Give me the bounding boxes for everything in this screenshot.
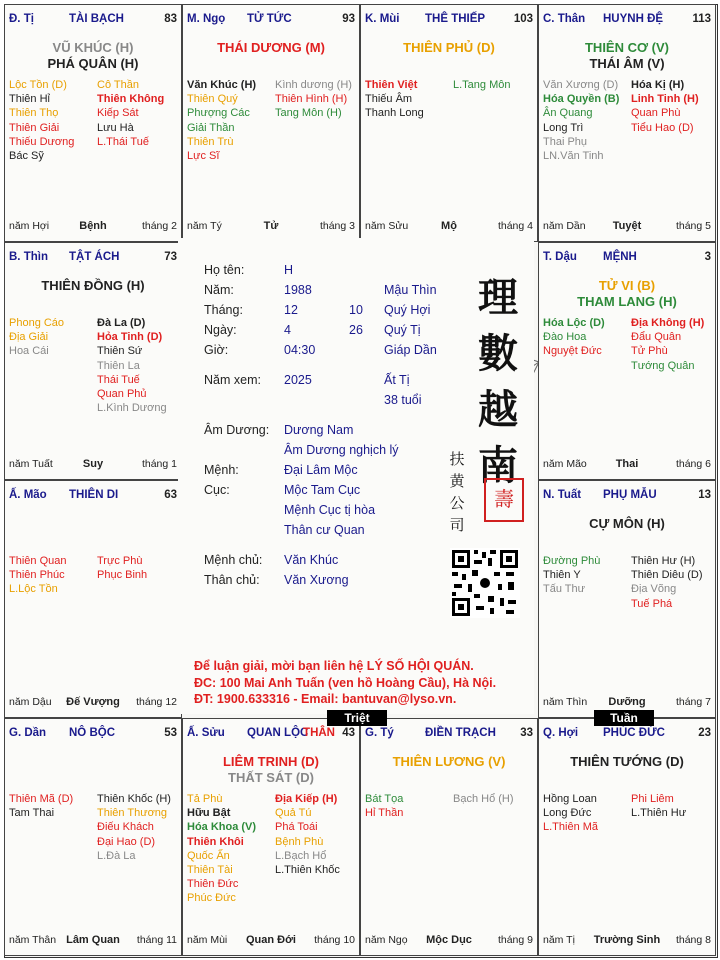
view-year-can: Ất Tị <box>384 373 410 387</box>
star-item: Hỏa Tinh (D) <box>97 331 163 344</box>
view-year-value: 2025 <box>284 373 312 387</box>
star-item: L.Thiên Hư <box>631 807 687 820</box>
footer-stage: Dưỡng <box>608 696 646 708</box>
star-item: Tuế Phá <box>631 597 673 610</box>
palace-footer <box>9 696 177 709</box>
left-stars <box>187 78 273 163</box>
palace-footer <box>543 696 711 709</box>
footer-stage: Tử <box>263 220 279 232</box>
palace-name: HUYNH ĐỆ <box>603 13 664 25</box>
footer-year: năm Hợi <box>9 220 50 232</box>
star-item: Thiên Tài <box>187 864 233 877</box>
palace-branch: B. Thìn <box>9 251 48 263</box>
star-item: LN.Văn Tinh <box>543 150 604 163</box>
palace-header <box>9 13 177 27</box>
star-item: Kình dương (H) <box>275 79 352 91</box>
star-item: Hoa Cái <box>9 345 49 358</box>
menhchu-value: Văn Khúc <box>284 553 339 567</box>
palace-footer <box>365 934 533 947</box>
star-item: Địa Kiếp (H) <box>275 793 338 805</box>
day-lunar: 26 <box>349 323 363 337</box>
qr-code-icon[interactable] <box>450 548 520 618</box>
menh-label: Mệnh: <box>204 463 239 477</box>
month-lunar: 10 <box>349 303 363 317</box>
palace-footer <box>365 220 533 233</box>
left-stars <box>365 78 451 121</box>
star-item: Thiên Việt <box>365 79 418 91</box>
cuc-note-2: Thân cư Quan <box>284 523 365 537</box>
palace-number: 43 <box>342 727 355 739</box>
palace-number: 13 <box>698 489 711 501</box>
footer-year: năm Dậu <box>9 696 52 708</box>
star-item: Thai Phụ <box>543 135 588 148</box>
main-star: THAM LANG (H) <box>577 294 677 309</box>
view-year-label: Năm xem: <box>204 373 261 387</box>
brand-small-text: 扶 黄 公 司 <box>449 450 465 534</box>
star-item: Nguyệt Đức <box>543 345 602 358</box>
footer-year: năm Tý <box>187 220 222 232</box>
palace-extra: THÂN <box>303 727 335 739</box>
palace-name: TỬ TỨC <box>247 13 292 25</box>
star-item: Thiên Khôi <box>187 835 244 848</box>
footer-month: tháng 11 <box>136 934 177 946</box>
right-stars <box>275 792 360 877</box>
palace-header <box>187 727 355 741</box>
main-star: PHÁ QUÂN (H) <box>47 56 139 71</box>
star-item: Long Trì <box>543 121 584 134</box>
star-item: Hóa Lộc (D) <box>543 317 605 329</box>
right-stars <box>97 316 182 415</box>
footer-month: tháng 12 <box>136 696 177 708</box>
right-stars <box>631 316 716 373</box>
star-item: Thiên Hư (H) <box>631 555 696 567</box>
star-item: Kiếp Sát <box>97 107 139 120</box>
palace-header <box>543 727 711 741</box>
palace-branch: Ấ. Sửu <box>187 727 225 739</box>
star-item: Thiên Thương <box>97 807 168 820</box>
star-item: Thiên Phúc <box>9 569 65 582</box>
star-item: Địa Võng <box>631 583 677 596</box>
right-stars <box>97 78 182 149</box>
main-star: THIÊN TƯỚNG (D) <box>570 754 684 769</box>
footer-stage: Tuyệt <box>612 220 642 232</box>
left-stars <box>9 316 95 359</box>
year-label: Năm: <box>204 283 234 297</box>
star-item: Phúc Đức <box>187 892 236 905</box>
footer-month: tháng 5 <box>675 220 711 232</box>
footer-month: tháng 8 <box>675 934 711 946</box>
footer-stage: Suy <box>82 458 104 470</box>
footer-month: tháng 1 <box>141 458 177 470</box>
star-item: Thiên Giải <box>9 121 60 134</box>
star-item: L.Lộc Tồn <box>9 583 58 596</box>
palace-branch: Q. Hợi <box>543 727 579 739</box>
star-item: Tử Phù <box>631 345 668 358</box>
star-item: Hỉ Thần <box>365 807 404 820</box>
left-stars <box>9 78 95 163</box>
thanchu-value: Văn Xương <box>284 573 349 587</box>
hour-label: Giờ: <box>204 343 229 357</box>
star-item: Quan Phủ <box>97 388 147 401</box>
contact-line-1: Để luận giải, mời bạn liên hệ LÝ SỐ HỘI QUÁN. <box>194 659 474 673</box>
star-item: Hữu Bật <box>187 807 231 820</box>
main-star: THÁI ÂM (V) <box>589 56 665 71</box>
star-item: Long Đức <box>543 807 592 820</box>
star-item: Hóa Kị (H) <box>631 79 685 91</box>
brand-calligraphy <box>468 270 528 494</box>
footer-stage: Đế Vượng <box>66 696 120 708</box>
main-star: VŨ KHÚC (H) <box>52 40 134 55</box>
star-item: Bệnh Phù <box>275 835 324 848</box>
left-stars <box>543 554 629 597</box>
footer-month: tháng 9 <box>497 934 533 946</box>
right-stars <box>97 792 182 863</box>
star-item: Bát Tọa <box>365 793 404 805</box>
star-item: Tam Thai <box>9 807 55 820</box>
star-item: Phượng Các <box>187 107 250 120</box>
palace-branch: T. Dậu <box>543 251 577 263</box>
star-item: Đại Hao (D) <box>97 835 156 848</box>
brand-char-4: 南 <box>478 442 518 489</box>
brand-char-1: 理 <box>478 274 518 321</box>
palace-number: 33 <box>520 727 533 739</box>
palace-header <box>543 13 711 27</box>
footer-year: năm Tị <box>543 934 575 946</box>
star-item: Quan Phù <box>631 107 681 120</box>
left-stars <box>187 792 273 906</box>
palace-branch: C. Thân <box>543 13 586 25</box>
star-item: Phi Liêm <box>631 793 674 805</box>
star-item: Thiên Không <box>97 93 165 106</box>
right-stars <box>631 554 716 611</box>
palace-hoi[interactable] <box>538 718 716 956</box>
palace-number: 73 <box>164 251 177 263</box>
star-item: Thiên Hỉ <box>9 93 50 106</box>
cuc-label: Cục: <box>204 483 230 497</box>
day-can: Quý Tị <box>384 323 421 337</box>
amduong-label: Âm Dương: <box>204 423 270 437</box>
star-item: Bạch Hổ (H) <box>453 793 514 805</box>
star-item: Thiên Y <box>543 569 581 582</box>
menh-value: Đại Lâm Mộc <box>284 463 358 477</box>
star-item: Thiên Mã (D) <box>9 793 74 805</box>
main-star: THÁI DƯƠNG (M) <box>217 40 325 55</box>
palace-footer <box>9 934 177 947</box>
palace-number: 63 <box>164 489 177 501</box>
palace-header <box>543 489 711 503</box>
main-star: THIÊN CƠ (V) <box>584 40 670 55</box>
left-stars <box>543 316 629 359</box>
month-value: 12 <box>284 303 298 317</box>
palace-header <box>9 727 177 741</box>
star-item: Linh Tinh (H) <box>631 93 699 106</box>
palace-mao[interactable] <box>4 480 182 718</box>
main-star: CỰ MÔN (H) <box>589 516 665 531</box>
palace-header <box>9 251 177 265</box>
star-item: Thiên Quý <box>187 93 238 106</box>
palace-tuat[interactable] <box>538 480 716 718</box>
footer-stage: Lâm Quan <box>66 934 120 946</box>
footer-month: tháng 3 <box>319 220 355 232</box>
star-item: Đẩu Quân <box>631 331 682 344</box>
contact-line-2: ĐC: 100 Mai Anh Tuấn (ven hồ Hoàng Cầu), Hà Nội. <box>194 676 497 690</box>
palace-branch: K. Mùi <box>365 13 400 25</box>
star-item: Lưu Hà <box>97 121 134 134</box>
palace-mui[interactable] <box>360 4 538 242</box>
footer-stage: Bệnh <box>79 220 107 232</box>
cuc-value: Mộc Tam Cục <box>284 483 361 497</box>
day-value: 4 <box>284 323 291 337</box>
palace-footer <box>543 458 711 471</box>
palace-number: 93 <box>342 13 355 25</box>
footer-year: năm Mão <box>543 458 587 470</box>
star-item: Lộc Tồn (D) <box>9 79 67 91</box>
palace-branch: Đ. Tị <box>9 13 34 25</box>
footer-stage: Quan Đới <box>246 934 296 946</box>
palace-name: MỆNH <box>603 251 637 263</box>
hour-value: 04:30 <box>284 343 316 357</box>
star-item: Tang Môn (H) <box>275 107 342 120</box>
star-item: Thiên Thọ <box>9 107 59 120</box>
star-item: Thiếu Âm <box>365 93 413 106</box>
star-item: Cô Thần <box>97 79 139 91</box>
palace-name: TẬT ÁCH <box>69 251 120 263</box>
footer-month: tháng 10 <box>314 934 355 946</box>
star-item: L.Tang Môn <box>453 79 511 91</box>
star-item: Tả Phù <box>187 793 223 805</box>
star-item: Lực Sĩ <box>187 150 220 163</box>
palace-name: QUAN LỘC <box>247 727 309 739</box>
amduong-note: Âm Dương nghịch lý <box>284 443 399 457</box>
palace-than[interactable] <box>538 4 716 242</box>
footer-month: tháng 6 <box>675 458 711 470</box>
star-item: Phục Binh <box>97 569 148 582</box>
palace-name: ĐIỀN TRẠCH <box>425 727 496 739</box>
right-stars <box>631 792 716 820</box>
palace-dan[interactable] <box>4 718 182 956</box>
star-item: Địa Giải <box>9 331 49 344</box>
palace-branch: G. Tý <box>365 727 394 739</box>
palace-number: 113 <box>692 13 711 25</box>
footer-month: tháng 4 <box>497 220 533 232</box>
star-item: L.Thiên Mã <box>543 821 599 834</box>
star-item: L.Thiên Khốc <box>275 864 340 877</box>
star-item: Thiên Đức <box>187 878 239 891</box>
star-item: Thiên Sứ <box>97 345 143 358</box>
palace-ngo[interactable] <box>182 4 360 242</box>
star-item: Điếu Khách <box>97 821 154 834</box>
right-stars <box>453 78 538 92</box>
footer-year: năm Thìn <box>543 696 588 708</box>
star-item: Đường Phù <box>543 555 601 567</box>
star-item: Tiểu Hao (D) <box>631 121 694 134</box>
star-item: Trực Phù <box>97 555 143 567</box>
palace-header <box>543 251 711 265</box>
footer-stage: Mộc Dục <box>426 934 472 946</box>
footer-year: năm Mùi <box>187 934 228 946</box>
palace-number: 83 <box>164 13 177 25</box>
main-star: TỬ VI (B) <box>598 278 656 293</box>
star-item: Thiên Quan <box>9 555 67 567</box>
footer-stage: Trường Sinh <box>593 934 661 946</box>
palace-footer <box>9 220 177 233</box>
star-item: L.Thái Tuế <box>97 135 149 148</box>
day-label: Ngày: <box>204 323 237 337</box>
palace-footer <box>543 934 711 947</box>
contact-line-3: ĐT: 1900.633316 - Email: bantuvan@lyso.vn. <box>194 692 457 706</box>
star-item: Đà La (D) <box>97 317 146 329</box>
palace-footer <box>187 220 355 233</box>
left-stars <box>543 78 629 163</box>
palace-header <box>365 727 533 741</box>
right-stars <box>453 792 538 806</box>
left-stars <box>9 554 95 597</box>
name-value: H <box>284 263 294 277</box>
star-item: Thiên Hình (H) <box>275 93 348 106</box>
palace-header <box>187 13 355 27</box>
star-item: Thiên Khốc (H) <box>97 793 171 805</box>
footer-stage: Thai <box>615 458 639 470</box>
palace-branch: N. Tuất <box>543 489 582 501</box>
star-item: Ân Quang <box>543 107 593 120</box>
star-item: L.Kình Dương <box>97 402 167 415</box>
year-can: Mậu Thìn <box>384 283 437 297</box>
star-item: Thiên Diêu (D) <box>631 569 703 582</box>
palace-branch: M. Ngọ <box>187 13 226 25</box>
palace-thin[interactable] <box>4 242 182 480</box>
footer-month: tháng 2 <box>141 220 177 232</box>
star-item: Quả Tú <box>275 807 312 820</box>
hour-can: Giáp Dần <box>384 343 437 357</box>
palace-footer <box>9 458 177 471</box>
main-star: THIÊN ĐỒNG (H) <box>41 278 145 293</box>
right-stars <box>631 78 716 135</box>
star-item: Giải Thần <box>187 121 235 134</box>
footer-year: năm Dần <box>543 220 586 232</box>
star-item: Đào Hoa <box>543 331 587 344</box>
star-item: Thiên Trù <box>187 135 234 148</box>
star-item: Tướng Quân <box>631 359 695 372</box>
footer-year: năm Sửu <box>365 220 409 232</box>
month-label: Tháng: <box>204 303 243 317</box>
left-stars <box>9 792 95 820</box>
star-item: L.Bạch Hổ <box>275 849 327 862</box>
main-star: LIÊM TRINH (D) <box>222 754 320 769</box>
main-star: THẤT SÁT (D) <box>228 770 314 785</box>
footer-year: năm Thân <box>9 934 57 946</box>
footer-year: năm Ngọ <box>365 934 408 946</box>
star-item: Bác Sỹ <box>9 150 44 163</box>
star-item: Thiếu Dương <box>9 135 75 148</box>
red-seal-icon: 壽 <box>484 478 524 522</box>
star-item: Phong Cáo <box>9 317 65 329</box>
star-item: Văn Xương (D) <box>543 79 619 91</box>
triet-tag: Triệt <box>327 710 387 726</box>
menhchu-label: Mệnh chủ: <box>204 553 263 567</box>
palace-name: THÊ THIẾP <box>425 13 486 25</box>
footer-stage: Mộ <box>441 220 457 232</box>
year-value: 1988 <box>284 283 312 297</box>
palace-number: 3 <box>704 251 711 263</box>
star-item: Thái Tuế <box>97 373 140 386</box>
palace-name: THIÊN DI <box>69 489 119 501</box>
star-item: Quốc Ấn <box>187 849 230 862</box>
brand-char-3: 越 <box>478 386 518 433</box>
palace-branch: G. Dần <box>9 727 47 739</box>
name-row: Họ tên: <box>204 263 245 277</box>
star-item: Hóa Khoa (V) <box>187 821 257 834</box>
palace-header <box>365 13 533 27</box>
amduong-value: Dương Nam <box>284 423 354 437</box>
palace-number: 23 <box>698 727 711 739</box>
thanchu-label: Thân chủ: <box>204 573 260 587</box>
tuan-tag: Tuần <box>594 710 654 726</box>
star-item: Tấu Thư <box>543 583 586 596</box>
palace-footer <box>543 220 711 233</box>
left-stars <box>543 792 629 835</box>
palace-number: 53 <box>164 727 177 739</box>
star-item: Hóa Quyền (B) <box>543 93 620 106</box>
palace-name: TÀI BẠCH <box>69 13 124 25</box>
star-item: Hồng Loan <box>543 793 597 805</box>
right-stars <box>97 554 182 582</box>
right-stars <box>275 78 360 121</box>
main-star: THIÊN LƯƠNG (V) <box>392 754 506 769</box>
footer-month: tháng 7 <box>675 696 711 708</box>
star-item: Địa Không (H) <box>631 317 705 329</box>
age: 38 tuổi <box>384 393 422 407</box>
palace-name: PHÚC ĐỨC <box>603 727 665 739</box>
palace-header <box>9 489 177 503</box>
star-item: Thiên La <box>97 359 140 372</box>
left-stars <box>365 792 451 820</box>
brand-char-2: 數 <box>478 330 518 377</box>
star-item: Thanh Long <box>365 107 424 120</box>
palace-ty[interactable] <box>360 718 538 956</box>
main-star: THIÊN PHỦ (D) <box>403 40 495 55</box>
palace-branch: Ấ. Mão <box>9 489 47 501</box>
palace-suu[interactable] <box>182 718 360 956</box>
palace-name: NÔ BỘC <box>69 727 115 739</box>
star-item: Văn Khúc (H) <box>187 79 257 91</box>
star-item: L.Đà La <box>97 849 136 862</box>
palace-name: PHỤ MẪU <box>603 489 657 501</box>
palace-ti[interactable] <box>4 4 182 242</box>
palace-footer <box>187 934 355 947</box>
palace-dau[interactable] <box>538 242 716 480</box>
palace-number: 103 <box>513 13 533 25</box>
footer-year: năm Tuất <box>9 458 53 470</box>
month-can: Quý Hợi <box>384 303 431 317</box>
cuc-note-1: Mệnh Cục tị hòa <box>284 503 376 517</box>
star-item: Phá Toái <box>275 821 318 834</box>
